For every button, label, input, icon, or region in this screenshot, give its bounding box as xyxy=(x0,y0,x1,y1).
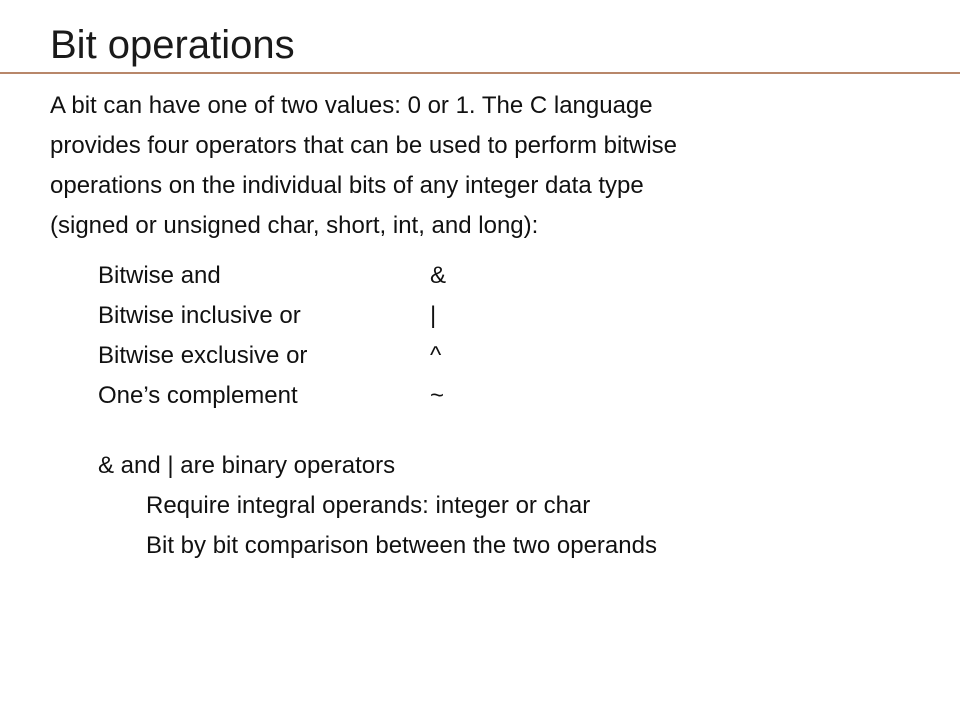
operator-symbol: | xyxy=(430,302,437,329)
operator-symbol: ~ xyxy=(430,382,445,409)
intro-line: (signed or unsigned char, short, int, and long): xyxy=(50,212,539,239)
operator-name: Bitwise inclusive or xyxy=(98,302,301,329)
intro-line: A bit can have one of two values: 0 or 1. The C language xyxy=(50,92,653,119)
operator-symbol: & xyxy=(430,262,447,289)
operator-row xyxy=(98,296,446,336)
operator-name: Bitwise exclusive or xyxy=(98,342,308,369)
binary-operators-notes xyxy=(98,446,657,566)
notes-item: Bit by bit comparison between the two operands xyxy=(146,532,657,559)
title-divider xyxy=(0,72,960,74)
operators-table xyxy=(98,256,446,416)
operator-name: One’s complement xyxy=(98,382,298,409)
notes-heading: & and | are binary operators xyxy=(98,452,396,479)
notes-item: Require integral operands: integer or char xyxy=(146,492,591,519)
operator-symbol: ^ xyxy=(430,342,442,369)
intro-line: operations on the individual bits of any integer data type xyxy=(50,172,644,199)
operator-row xyxy=(98,256,446,296)
operator-row xyxy=(98,336,446,376)
intro-paragraph xyxy=(50,86,930,246)
operator-name: Bitwise and xyxy=(98,262,221,289)
slide-title: Bit operations xyxy=(50,23,295,67)
intro-line: provides four operators that can be used to perform bitwise xyxy=(50,132,677,159)
operator-row xyxy=(98,376,446,416)
